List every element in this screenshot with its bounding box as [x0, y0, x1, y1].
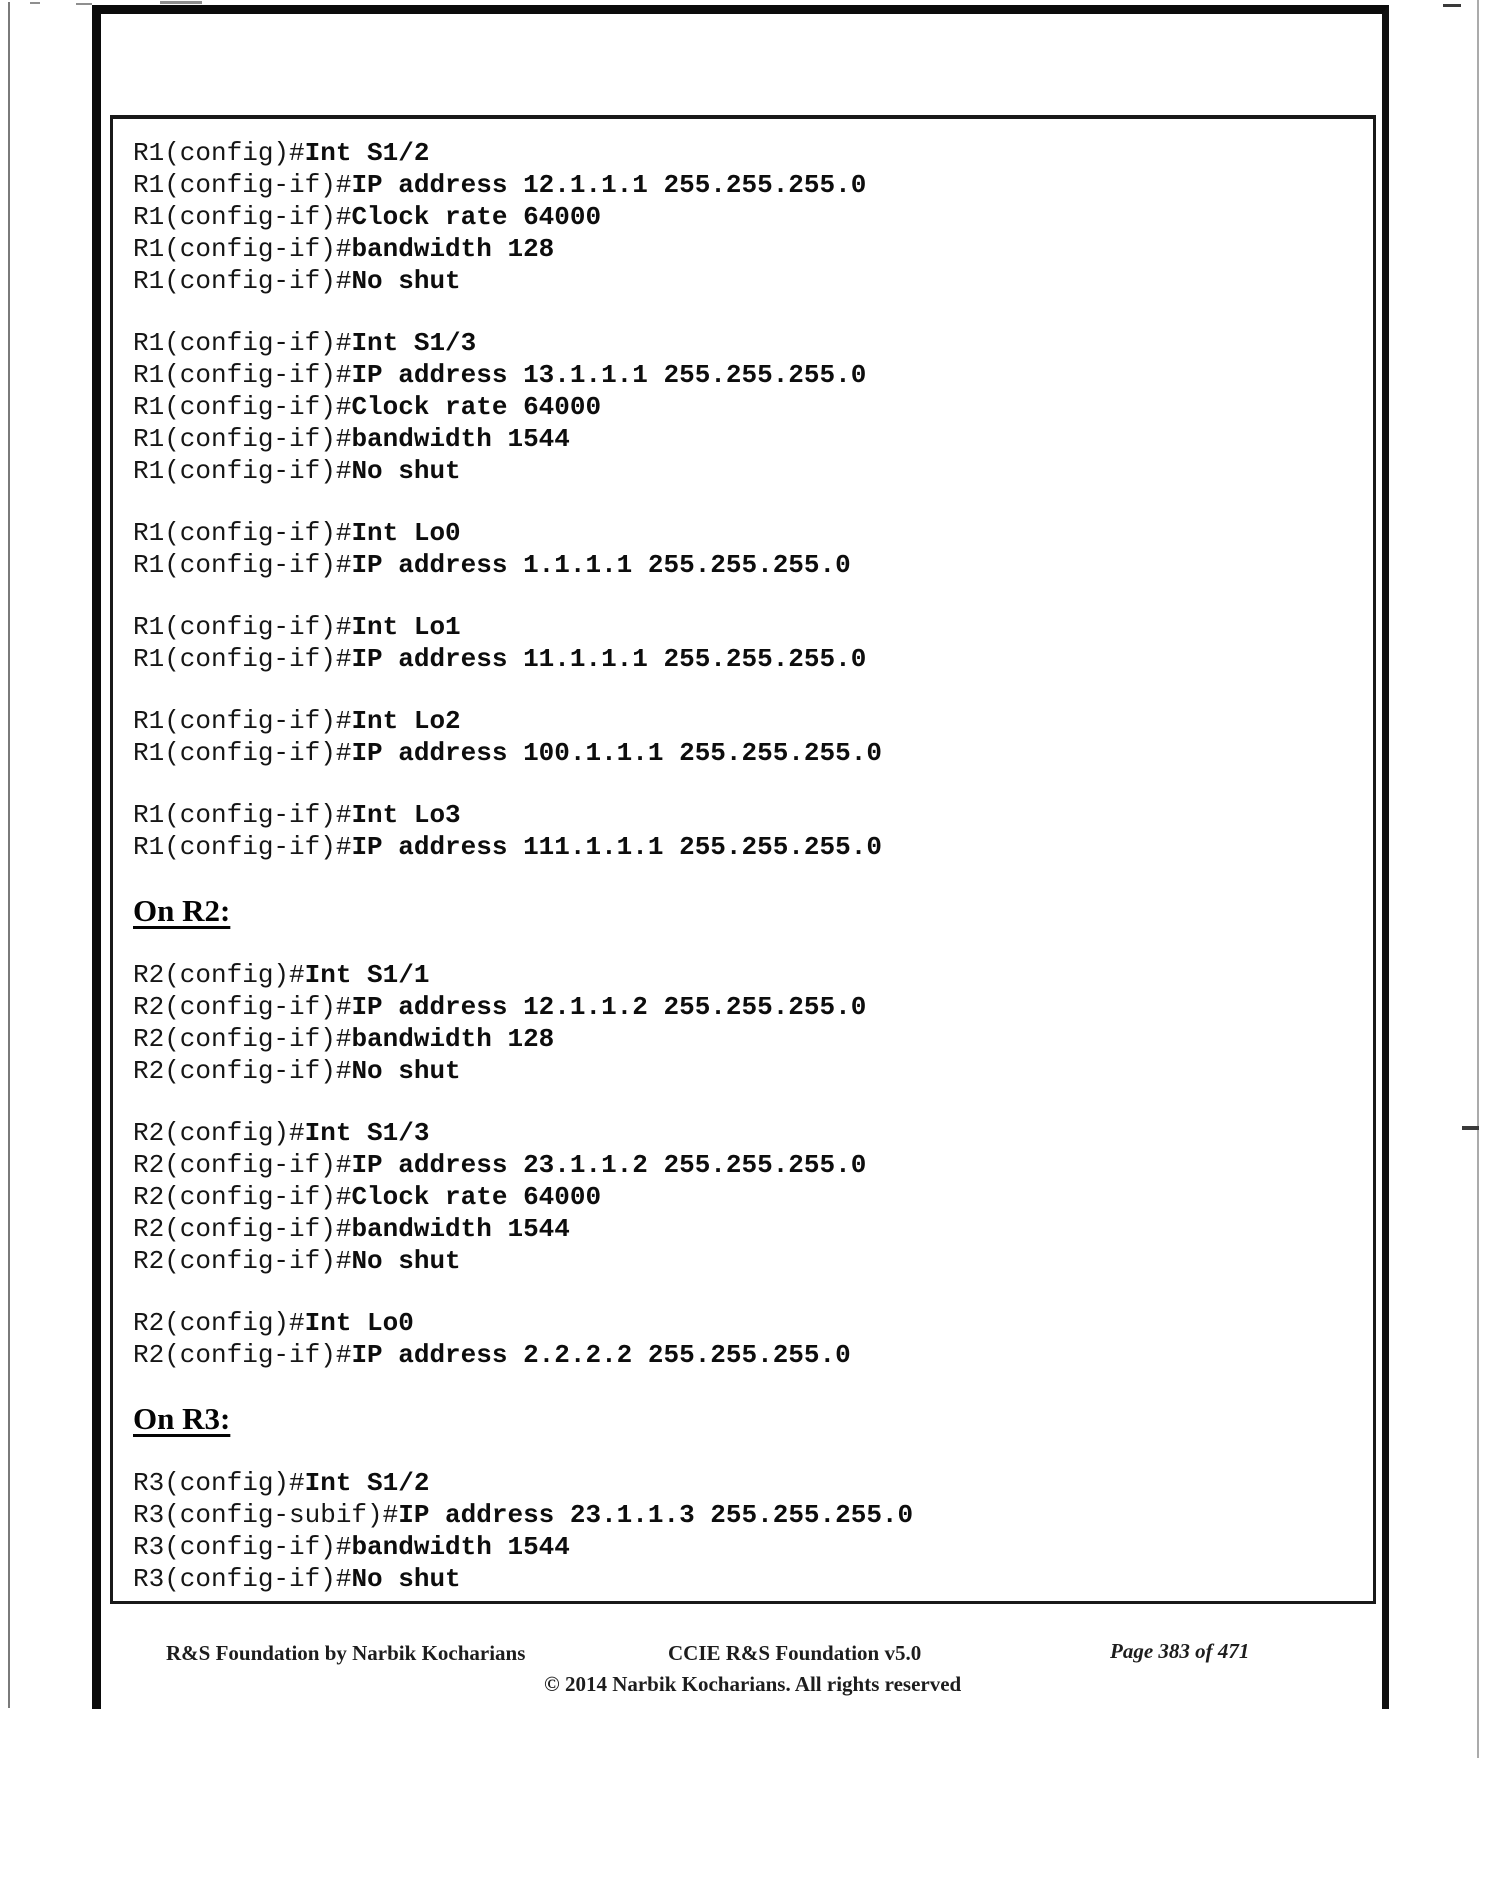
config-block — [133, 799, 1365, 863]
cli-command: No shut — [351, 1246, 461, 1276]
cli-command: IP address 13.1.1.1 255.255.255.0 — [351, 360, 867, 390]
cli-prompt: R1(config-if)# — [133, 424, 352, 454]
cli-prompt: R2(config-if)# — [133, 1150, 352, 1180]
cli-prompt: R1(config-if)# — [133, 644, 352, 674]
config-block — [133, 137, 1365, 297]
cli-command: No shut — [351, 1564, 461, 1594]
config-line — [133, 423, 1365, 455]
cli-command: IP address 111.1.1.1 255.255.255.0 — [351, 832, 882, 862]
cli-command: Int S1/1 — [304, 960, 430, 990]
cli-prompt: R1(config-if)# — [133, 360, 352, 390]
footer-page-number: Page 383 of 471 — [1110, 1639, 1250, 1663]
cli-command: Int S1/2 — [304, 1468, 430, 1498]
config-block — [133, 959, 1365, 1087]
config-line — [133, 831, 1365, 863]
cli-command: bandwidth 1544 — [351, 424, 570, 454]
cli-prompt: R1(config-if)# — [133, 518, 352, 548]
config-line — [133, 1531, 1365, 1563]
scan-artifact-right-line — [1477, 0, 1479, 1758]
config-block — [133, 517, 1365, 581]
cli-command: Int S1/3 — [304, 1118, 430, 1148]
scan-artifact-dash — [1443, 4, 1461, 7]
cli-command: Int Lo0 — [304, 1308, 414, 1338]
config-line — [133, 643, 1365, 675]
config-line — [133, 1149, 1365, 1181]
config-line — [133, 265, 1365, 297]
cli-prompt: R2(config)# — [133, 960, 305, 990]
config-line — [133, 737, 1365, 769]
footer-course-title: CCIE R&S Foundation v5.0 — [668, 1641, 922, 1665]
section-heading: On R3: — [133, 1401, 231, 1436]
config-block — [133, 705, 1365, 769]
cli-command: IP address 2.2.2.2 255.255.255.0 — [351, 1340, 851, 1370]
config-line — [133, 799, 1365, 831]
cli-prompt: R2(config-if)# — [133, 1214, 352, 1244]
cli-prompt: R1(config-if)# — [133, 202, 352, 232]
config-line — [133, 1213, 1365, 1245]
config-line — [133, 233, 1365, 265]
config-line — [133, 137, 1365, 169]
cli-prompt: R2(config-if)# — [133, 992, 352, 1022]
config-line — [133, 959, 1365, 991]
config-line — [133, 991, 1365, 1023]
cli-prompt: R1(config-if)# — [133, 832, 352, 862]
config-code-box — [110, 115, 1376, 1604]
cli-command: No shut — [351, 266, 461, 296]
cli-command: IP address 12.1.1.1 255.255.255.0 — [351, 170, 867, 200]
cli-prompt: R3(config)# — [133, 1468, 305, 1498]
config-line — [133, 549, 1365, 581]
cli-prompt: R2(config-if)# — [133, 1340, 352, 1370]
config-line — [133, 169, 1365, 201]
cli-command: Int Lo0 — [351, 518, 461, 548]
config-line — [133, 1245, 1365, 1277]
cli-command: Clock rate 64000 — [351, 1182, 602, 1212]
cli-command: IP address 100.1.1.1 255.255.255.0 — [351, 738, 882, 768]
cli-command: Int Lo2 — [351, 706, 461, 736]
config-block — [133, 611, 1365, 675]
cli-command: Int Lo1 — [351, 612, 461, 642]
scan-artifact-dash — [30, 2, 40, 4]
config-line — [133, 1499, 1365, 1531]
cli-prompt: R2(config-if)# — [133, 1182, 352, 1212]
config-line — [133, 359, 1365, 391]
cli-prompt: R2(config)# — [133, 1308, 305, 1338]
config-line — [133, 1181, 1365, 1213]
cli-prompt: R1(config-if)# — [133, 612, 352, 642]
cli-command: No shut — [351, 1056, 461, 1086]
scan-artifact-dash — [160, 1, 202, 4]
cli-command: No shut — [351, 456, 461, 486]
cli-prompt: R2(config-if)# — [133, 1246, 352, 1276]
config-line — [133, 1023, 1365, 1055]
config-block — [133, 1117, 1365, 1277]
config-line — [133, 705, 1365, 737]
cli-prompt: R2(config)# — [133, 1118, 305, 1148]
cli-prompt: R1(config-if)# — [133, 456, 352, 486]
config-block — [133, 1307, 1365, 1371]
config-line — [133, 201, 1365, 233]
cli-prompt: R1(config-if)# — [133, 328, 352, 358]
config-line — [133, 1339, 1365, 1371]
cli-command: IP address 23.1.1.3 255.255.255.0 — [398, 1500, 914, 1530]
cli-command: Clock rate 64000 — [351, 202, 602, 232]
config-line — [133, 455, 1365, 487]
footer-document-title: R&S Foundation by Narbik Kocharians — [166, 1641, 526, 1665]
cli-prompt: R1(config-if)# — [133, 234, 352, 264]
scan-artifact-dash — [76, 3, 92, 5]
scan-artifact-dash — [1462, 1126, 1479, 1130]
config-line — [133, 1307, 1365, 1339]
cli-prompt: R1(config-if)# — [133, 170, 352, 200]
section-heading: On R2: — [133, 893, 231, 928]
cli-command: IP address 12.1.1.2 255.255.255.0 — [351, 992, 867, 1022]
cli-command: IP address 1.1.1.1 255.255.255.0 — [351, 550, 851, 580]
cli-command: Clock rate 64000 — [351, 392, 602, 422]
cli-command: bandwidth 1544 — [351, 1214, 570, 1244]
cli-command: bandwidth 128 — [351, 234, 555, 264]
cli-prompt: R3(config-if)# — [133, 1564, 352, 1594]
cli-command: IP address 23.1.1.2 255.255.255.0 — [351, 1150, 867, 1180]
cli-prompt: R2(config-if)# — [133, 1056, 352, 1086]
config-line — [133, 1117, 1365, 1149]
config-block — [133, 1467, 1365, 1595]
cli-prompt: R3(config-if)# — [133, 1532, 352, 1562]
cli-prompt: R1(config)# — [133, 138, 305, 168]
cli-command: IP address 11.1.1.1 255.255.255.0 — [351, 644, 867, 674]
config-block — [133, 327, 1365, 487]
config-line — [133, 391, 1365, 423]
config-line — [133, 1055, 1365, 1087]
cli-prompt: R3(config-subif)# — [133, 1500, 399, 1530]
config-line — [133, 327, 1365, 359]
cli-command: Int S1/3 — [351, 328, 477, 358]
cli-prompt: R2(config-if)# — [133, 1024, 352, 1054]
cli-command: Int Lo3 — [351, 800, 461, 830]
cli-prompt: R1(config-if)# — [133, 550, 352, 580]
cli-prompt: R1(config-if)# — [133, 266, 352, 296]
cli-command: bandwidth 128 — [351, 1024, 555, 1054]
footer-copyright: © 2014 Narbik Kocharians. All rights reserved — [544, 1672, 962, 1696]
scan-artifact-left-line — [8, 2, 10, 1708]
config-line — [133, 1467, 1365, 1499]
config-line — [133, 1563, 1365, 1595]
cli-prompt: R1(config-if)# — [133, 392, 352, 422]
cli-prompt: R1(config-if)# — [133, 800, 352, 830]
cli-command: bandwidth 1544 — [351, 1532, 570, 1562]
config-line — [133, 517, 1365, 549]
cli-prompt: R1(config-if)# — [133, 706, 352, 736]
cli-command: Int S1/2 — [304, 138, 430, 168]
config-line — [133, 611, 1365, 643]
cli-prompt: R1(config-if)# — [133, 738, 352, 768]
